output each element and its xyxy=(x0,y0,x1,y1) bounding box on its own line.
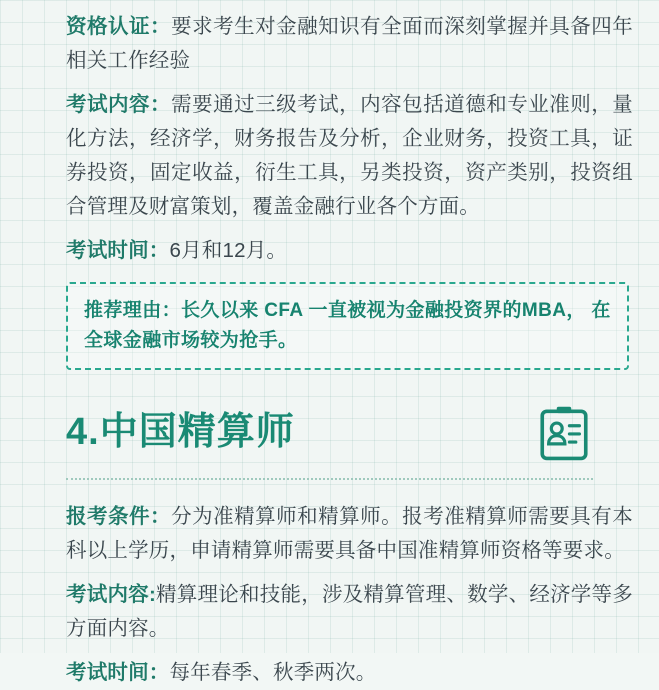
id-card-icon xyxy=(535,404,593,462)
paragraph-actuary-exam-content xyxy=(66,578,633,646)
section-heading-actuary xyxy=(66,404,593,462)
paragraph-text: 6月和12月。 xyxy=(169,239,288,262)
paragraph-text: 需要通过三级考试，内容包括道德和专业准则，量化方法，经济学，财务报告及分析，企业财务，投资工具，证券投资，固定收益，衍生工具，另类投资，资产类别，投资组合管理及财富策划，覆盖金融行业各个方面。 xyxy=(66,93,633,218)
paragraph-text: 精算理论和技能，涉及精算管理、数学、经济学等多方面内容。 xyxy=(66,583,633,640)
paragraph-qualification xyxy=(66,10,633,78)
section-title: 4.中国精算师 xyxy=(66,411,295,454)
paragraph-text: 每年春季、秋季两次。 xyxy=(169,661,377,684)
paragraph-text: 要求考生对金融知识有全面而深刻掌握并具备四年相关工作经验 xyxy=(66,15,633,72)
paragraph-label: 考试内容: xyxy=(66,583,156,606)
recommendation-text-wrapper xyxy=(84,296,611,356)
paragraph-label: 报考条件： xyxy=(66,505,172,528)
paragraph-exam-time xyxy=(66,234,633,268)
section-divider xyxy=(66,478,593,480)
paragraph-label: 考试内容： xyxy=(66,93,172,116)
recommendation-text: 长久以来 CFA 一直被视为金融投资界的MBA， 在全球金融市场较为抢手。 xyxy=(84,300,611,351)
paragraph-application-requirements xyxy=(66,500,633,568)
paragraph-label: 考试时间： xyxy=(66,661,170,684)
recommendation-label: 推荐理由： xyxy=(84,300,182,321)
paragraph-text: 分为准精算师和精算师。报考准精算师需要具有本科以上学历，申请精算师需要具备中国准精算师资格等要求。 xyxy=(66,505,633,562)
paragraph-label: 考试时间： xyxy=(66,239,170,262)
paragraph-actuary-exam-time xyxy=(66,656,633,690)
paragraph-exam-content xyxy=(66,88,633,224)
recommendation-callout-box xyxy=(66,282,629,370)
paragraph-label: 资格认证： xyxy=(66,15,172,38)
